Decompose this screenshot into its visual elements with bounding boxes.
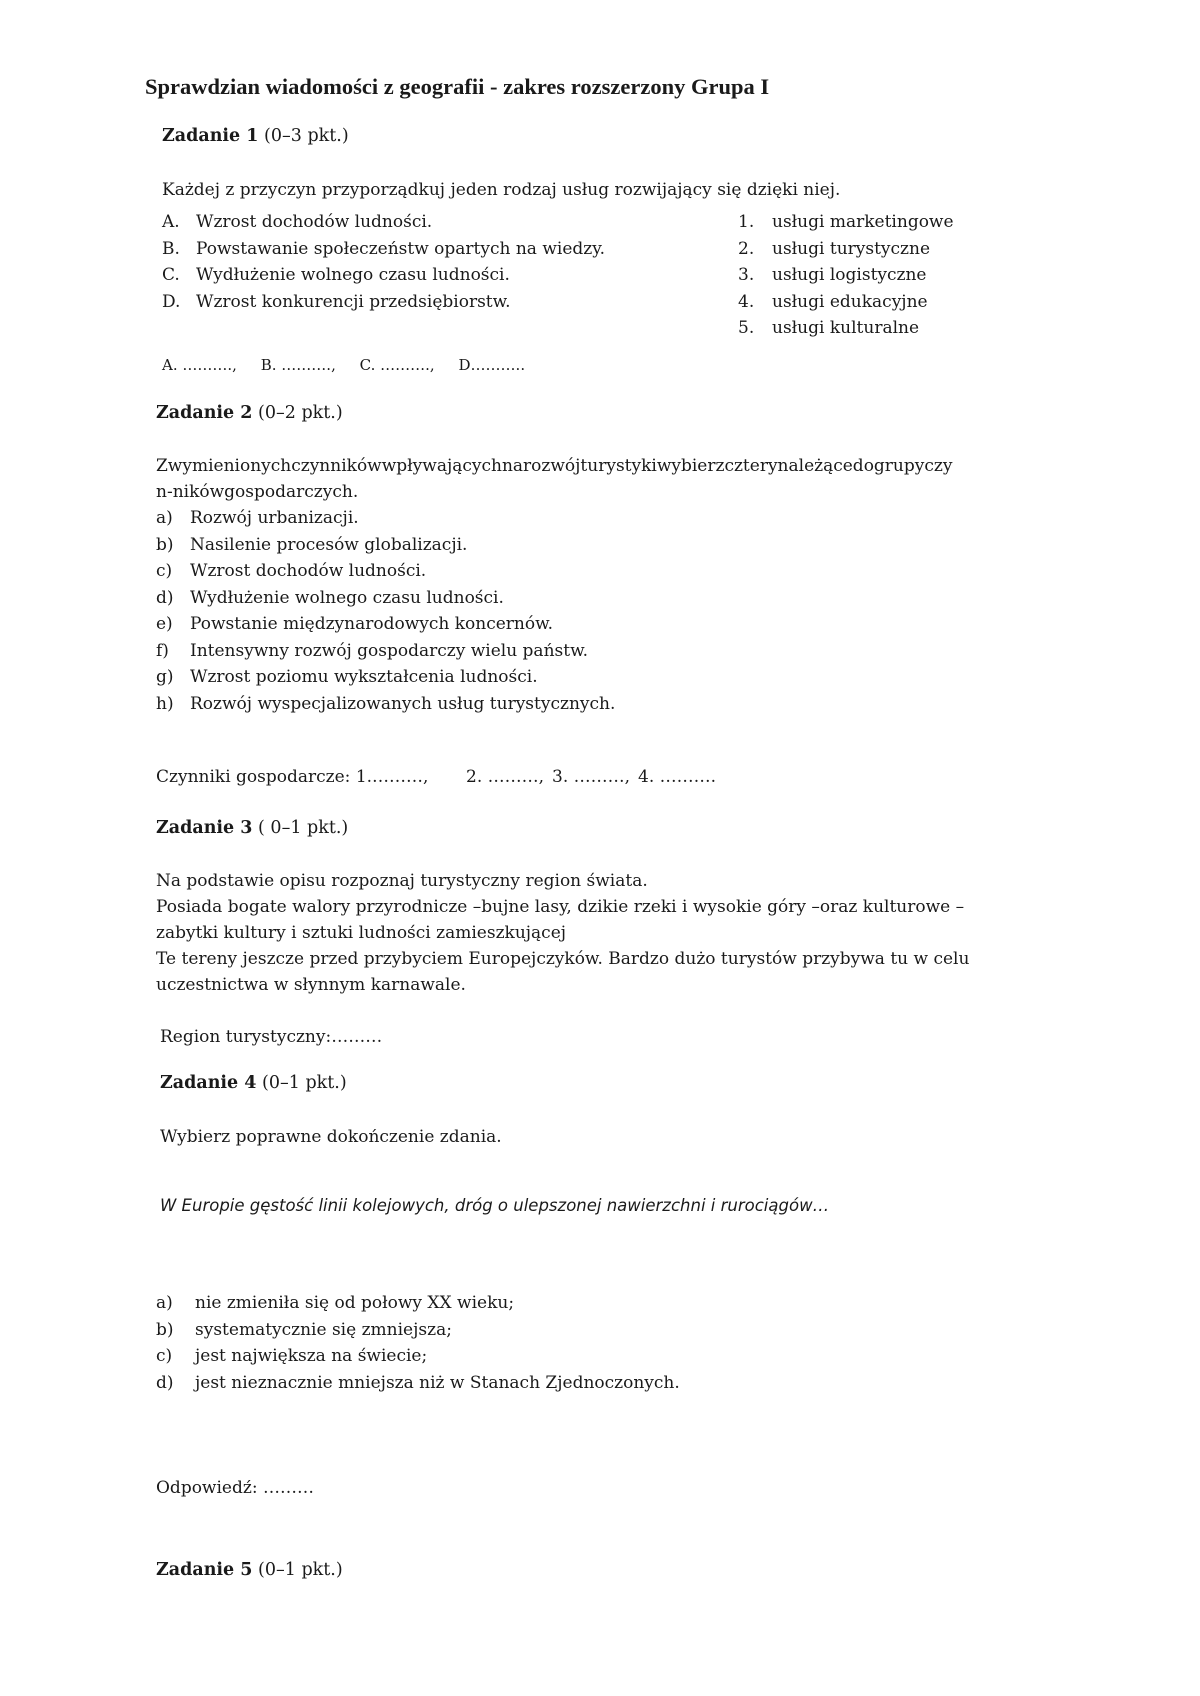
list-item — [162, 289, 722, 316]
task2-answer-2[interactable]: 2. ………, — [466, 767, 545, 787]
list-text: Nasilenie procesów globalizacji. — [190, 534, 468, 555]
list-text: Intensywny rozwój gospodarczy wielu państw. — [190, 640, 589, 661]
task5-heading — [156, 1560, 343, 1580]
list-item — [162, 262, 722, 289]
list-text: Wydłużenie wolnego czasu ludności. — [196, 265, 510, 285]
list-text: Wzrost dochodów ludności. — [196, 212, 433, 232]
list-text: Wzrost poziomu wykształcenia ludności. — [190, 667, 538, 687]
list-text: nie zmieniła się od połowy XX wieku; — [195, 1293, 515, 1313]
task2-label: Zadanie 2 — [156, 403, 253, 423]
list-text: Wydłużenie wolnego czasu ludności. — [190, 587, 504, 608]
list-text: usługi marketingowe — [772, 212, 954, 232]
task4-options-list — [156, 1290, 856, 1396]
list-item — [738, 262, 1038, 289]
task1-causes-list — [162, 209, 722, 315]
list-item — [162, 236, 722, 263]
list-text: usługi turystyczne — [772, 238, 931, 259]
task3-label: Zadanie 3 — [156, 818, 253, 838]
task2-heading — [156, 403, 343, 423]
list-key: 4. — [738, 291, 755, 312]
list-item[interactable] — [156, 1290, 856, 1317]
list-item — [156, 664, 856, 691]
task1-label: Zadanie 1 — [162, 126, 259, 146]
task1-answer-line[interactable]: A. ………., B. ………., C. ………., D……….. — [162, 356, 526, 374]
task3-heading — [156, 818, 348, 838]
task2-answer-3[interactable]: 3. ………, — [552, 767, 631, 787]
task3-line: Na podstawie opisu rozpoznaj turystyczny region świata. — [156, 871, 648, 891]
task3-answer[interactable]: Region turystyczny:……… — [160, 1027, 383, 1047]
task2-points: (0–2 pkt.) — [258, 403, 343, 423]
list-key: A. — [162, 212, 180, 232]
list-key: e) — [156, 614, 173, 634]
list-item — [156, 638, 856, 665]
list-item[interactable] — [156, 1370, 856, 1397]
list-key: f) — [156, 640, 169, 661]
list-key: a) — [156, 508, 173, 528]
list-text: usługi logistyczne — [772, 265, 927, 285]
task1-instruction: Każdej z przyczyn przyporządkuj jeden rodzaj usług rozwijający się dzięki niej. — [162, 180, 841, 200]
list-text: jest największa na świecie; — [195, 1346, 428, 1366]
list-item[interactable] — [156, 1317, 856, 1344]
task4-instruction: Wybierz poprawne dokończenie zdania. — [160, 1127, 502, 1147]
list-text: usługi kulturalne — [772, 318, 920, 338]
list-key: b) — [156, 534, 174, 555]
list-key: 3. — [738, 265, 755, 285]
list-item — [156, 611, 856, 638]
task2-answer-label[interactable]: Czynniki gospodarcze: 1.………, — [156, 767, 429, 787]
task4-points: (0–1 pkt.) — [262, 1073, 347, 1093]
list-key: 1. — [738, 212, 755, 232]
list-item — [738, 209, 1038, 236]
list-key: b) — [156, 1319, 174, 1340]
task5-label: Zadanie 5 — [156, 1560, 253, 1580]
task4-sentence: W Europie gęstość linii kolejowych, dróg o ulepszonej nawierzchni i rurociągów… — [160, 1196, 830, 1215]
list-item — [156, 532, 856, 559]
list-key: h) — [156, 693, 174, 714]
list-text: Rozwój wyspecjalizowanych usług turystycznych. — [190, 693, 616, 714]
task5-points: (0–1 pkt.) — [258, 1560, 343, 1580]
list-text: jest nieznacznie mniejsza niż w Stanach Zjednoczonych. — [195, 1372, 680, 1393]
list-text: usługi edukacyjne — [772, 291, 928, 312]
list-key: d) — [156, 587, 174, 608]
list-text: Powstanie międzynarodowych koncernów. — [190, 614, 554, 634]
task1-services-list — [738, 209, 1038, 342]
list-item — [156, 691, 856, 718]
task3-line: zabytki kultury i sztuki ludności zamieszkującej — [156, 923, 567, 943]
list-key: C. — [162, 265, 180, 285]
task3-points: ( 0–1 pkt.) — [258, 818, 349, 838]
list-item — [156, 558, 856, 585]
page-title: Sprawdzian wiadomości z geografii - zakres rozszerzony Grupa I — [145, 74, 770, 99]
list-text: Powstawanie społeczeństw opartych na wiedzy. — [196, 238, 605, 259]
task3-line: Posiada bogate walory przyrodnicze –bujne lasy, dzikie rzeki i wysokie góry –oraz kulturowe – — [156, 897, 965, 917]
list-text: systematycznie się zmniejsza; — [195, 1319, 452, 1340]
task4-answer[interactable]: Odpowiedź: ……… — [156, 1478, 314, 1498]
list-item — [738, 289, 1038, 316]
list-key: B. — [162, 238, 180, 259]
list-item — [156, 505, 856, 532]
task2-answer-4[interactable]: 4. ………. — [638, 767, 717, 787]
list-item — [738, 315, 1038, 342]
list-text: Wzrost dochodów ludności. — [190, 561, 427, 581]
list-item — [156, 585, 856, 612]
list-key: a) — [156, 1293, 173, 1313]
task3-line: uczestnictwa w słynnym karnawale. — [156, 975, 466, 995]
list-item[interactable] — [156, 1343, 856, 1370]
task3-line: Te tereny jeszcze przed przybyciem Europejczyków. Bardzo dużo turystów przybywa tu w celu — [156, 949, 970, 969]
task4-heading — [160, 1073, 347, 1093]
list-key: D. — [162, 291, 181, 312]
task2-instruction-line2: n-nikówgospodarczych. — [156, 482, 359, 502]
task1-points: (0–3 pkt.) — [264, 126, 349, 146]
list-key: c) — [156, 1346, 173, 1366]
task1-heading — [162, 126, 349, 146]
list-item — [738, 236, 1038, 263]
task4-label: Zadanie 4 — [160, 1073, 257, 1093]
list-key: d) — [156, 1372, 174, 1393]
list-key: g) — [156, 667, 174, 687]
list-text: Rozwój urbanizacji. — [190, 508, 359, 528]
task2-options-list — [156, 505, 856, 717]
list-key: 2. — [738, 238, 755, 259]
list-key: 5. — [738, 318, 755, 338]
list-text: Wzrost konkurencji przedsiębiorstw. — [196, 291, 511, 312]
task2-instruction-line1: Zwymienionychczynnikówwpływającychnarozwójturystykiwybierzczterynależącedogrupyczy — [156, 456, 953, 476]
list-item — [162, 209, 722, 236]
list-key: c) — [156, 561, 173, 581]
